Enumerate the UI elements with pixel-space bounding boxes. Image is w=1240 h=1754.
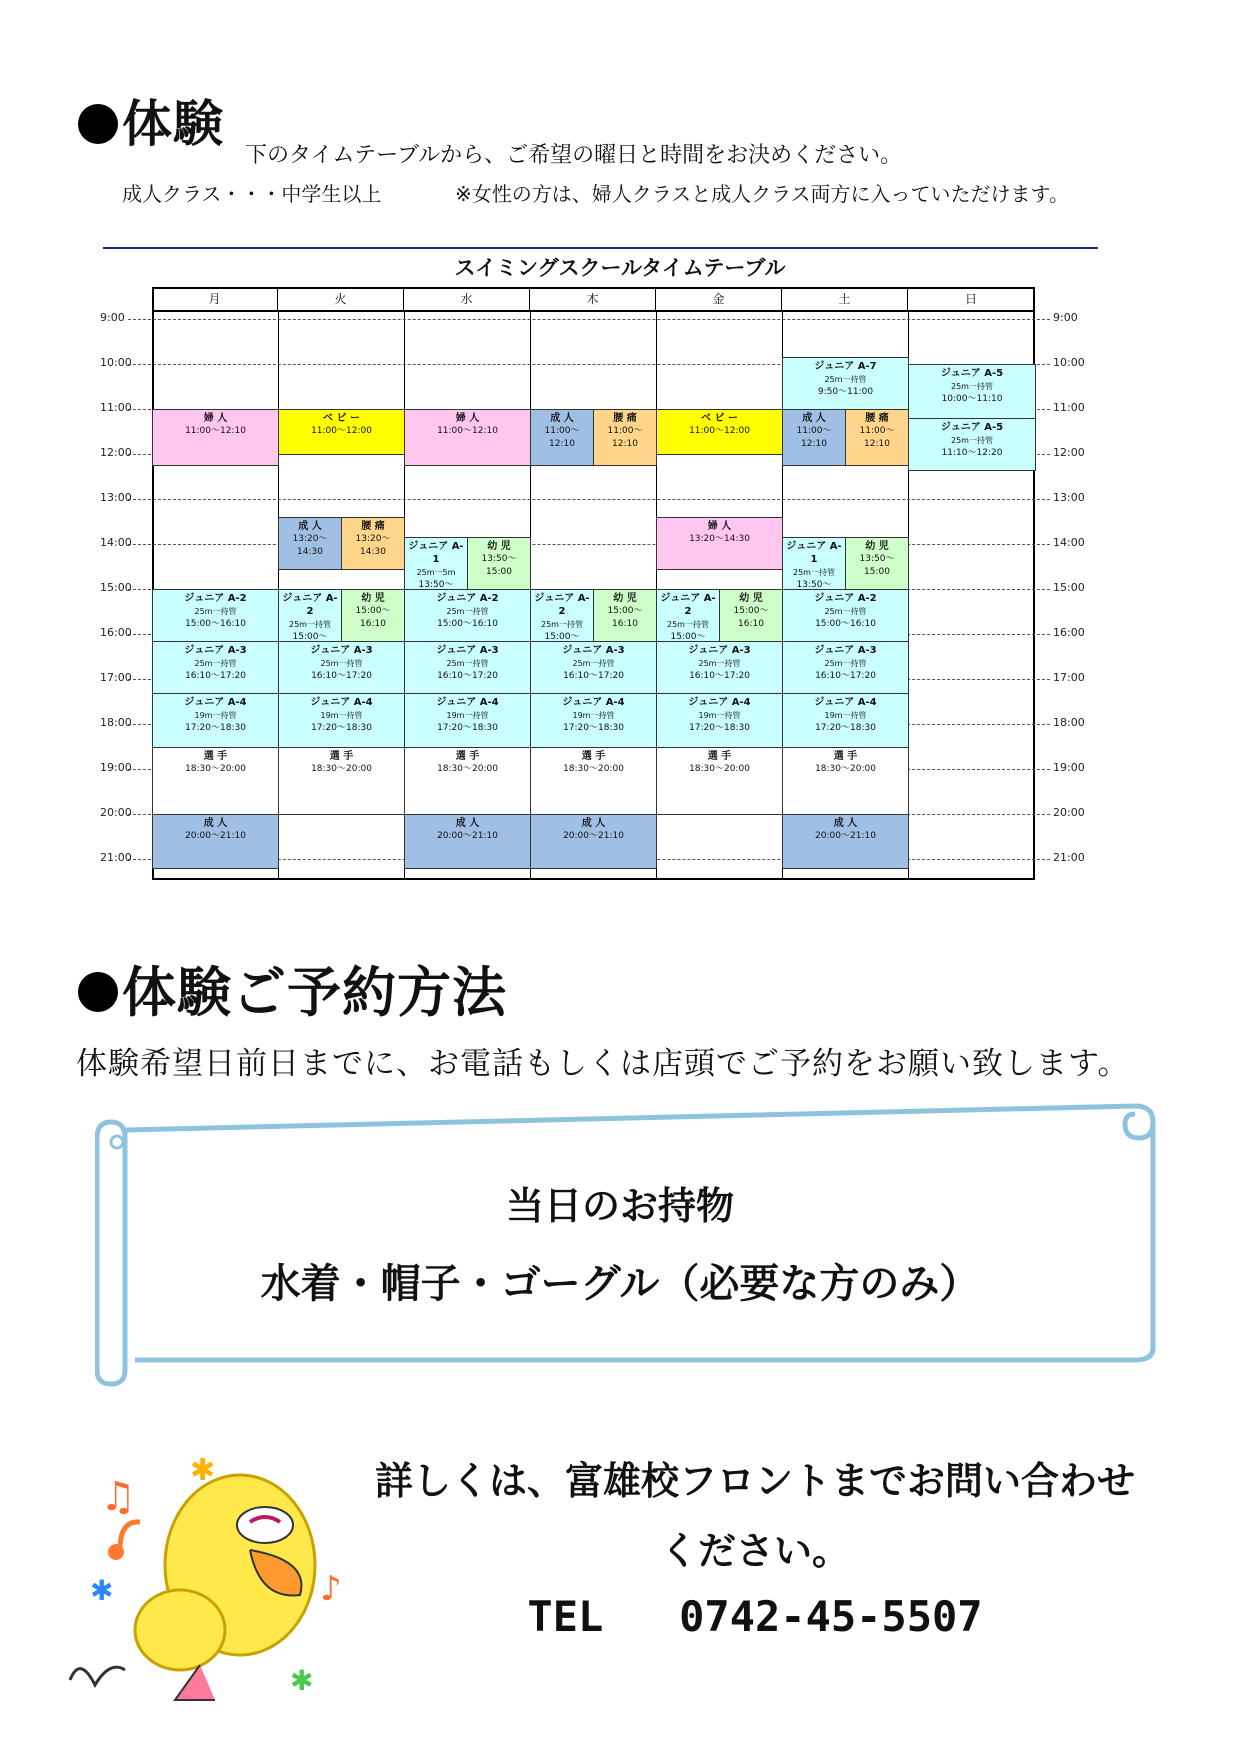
class-cell-wed-seijin2 <box>404 814 531 869</box>
class-time: 11:00～12:00 <box>689 426 750 436</box>
class-name: 選 手 <box>707 750 732 762</box>
class-cell-wed-senshu <box>404 747 531 816</box>
class-name: 成 人 <box>455 818 480 829</box>
class-name: 婦 人 <box>707 521 732 532</box>
class-name: 成 人 <box>298 521 322 532</box>
class-time: 13:50～ 15:00 <box>859 554 895 578</box>
section-title-text: 体験 <box>122 95 224 153</box>
class-cell-sun-a5a <box>908 364 1036 419</box>
class-cell-sat-seijin2 <box>782 814 909 869</box>
class-name: ジュニア A-3 <box>436 644 499 656</box>
class-time: 16:10～17:20 <box>437 670 498 681</box>
timetable-header-line <box>152 310 1035 312</box>
class-cell-thu-yoji <box>593 589 657 642</box>
class-name: 腰 痛 <box>361 521 385 532</box>
class-time: 18:30～20:00 <box>689 763 750 774</box>
class-sub: 19m一持管 <box>446 710 489 720</box>
class-time: 20:00～21:10 <box>185 831 246 841</box>
svg-text:✱: ✱ <box>190 1453 216 1488</box>
class-time: 11:00～ 12:10 <box>859 426 895 449</box>
intro-line2a: 成人クラス・・・中学生以上 <box>122 182 382 206</box>
class-name: ジュニア A-4 <box>310 696 373 708</box>
class-sub: 25m一持管 <box>572 658 615 668</box>
class-name: ジュニア A-4 <box>436 696 499 708</box>
class-cell-tue-seijin <box>278 517 342 570</box>
class-sub: 25m一持管 <box>541 620 583 629</box>
hour-label: 15:00 <box>100 581 132 594</box>
hour-line <box>128 499 1050 500</box>
class-cell-tue-a2 <box>278 589 342 642</box>
bullet-icon <box>78 972 118 1012</box>
class-time: 13:50～ 15:00 <box>481 554 517 578</box>
class-name: 幼 児 <box>361 593 385 604</box>
class-time: 16:10～17:20 <box>815 670 876 681</box>
hour-label: 9:00 <box>100 311 125 324</box>
class-time: 13:20～ 14:30 <box>292 534 328 557</box>
class-name: 成 人 <box>802 413 826 424</box>
class-sub: 25m一持管 <box>289 620 331 629</box>
class-name: ジュニア A-2 <box>436 593 499 604</box>
contact-tel <box>340 1592 1170 1641</box>
class-name: ベ ビ ー <box>323 413 360 424</box>
class-time: 17:20～18:30 <box>689 722 750 733</box>
hour-label: 14:00 <box>100 536 132 549</box>
class-cell-thu-senshu <box>530 747 657 816</box>
class-sub: 25m一持管 <box>194 658 237 668</box>
class-name: 選 手 <box>581 750 606 762</box>
class-time: 16:10～17:20 <box>689 670 750 681</box>
day-header: 月 <box>152 289 278 310</box>
svg-text:♪: ♪ <box>320 1569 342 1609</box>
class-name: ジュニア A-1 <box>408 541 464 566</box>
class-time: 15:00～ 16:10 <box>607 606 643 629</box>
intro-line1: 下のタイムテーブルから、ご希望の曜日と時間をお決めください。 <box>245 143 903 168</box>
class-time: 13:20～14:30 <box>689 534 750 544</box>
class-name: 成 人 <box>203 818 228 829</box>
class-time: 20:00～21:10 <box>815 831 876 841</box>
class-name: 成 人 <box>833 818 858 829</box>
class-sub: 25m一持管 <box>793 568 835 578</box>
class-time: 11:00～12:00 <box>311 426 372 436</box>
class-name: ジュニア A-3 <box>688 644 751 656</box>
bird-mascot-illustration <box>50 1430 370 1710</box>
class-cell-mon-senshu <box>152 747 279 816</box>
hour-label: 11:00 <box>1053 401 1085 414</box>
tel-number[interactable]: 0742-45-5507 <box>679 1592 983 1641</box>
scroll-banner <box>95 1098 1165 1388</box>
timetable-rule <box>103 247 1098 249</box>
class-cell-thu-a3 <box>530 641 657 694</box>
hour-label: 21:00 <box>1053 851 1085 864</box>
hour-label: 21:00 <box>100 851 132 864</box>
hour-label: 16:00 <box>100 626 132 639</box>
class-cell-tue-a3 <box>278 641 405 694</box>
class-time: 15:00～ <box>670 632 706 642</box>
hour-label: 11:00 <box>100 401 132 414</box>
class-cell-fri-senshu <box>656 747 783 816</box>
hour-label: 13:00 <box>1053 491 1085 504</box>
class-cell-tue-a4 <box>278 693 405 748</box>
class-sub: 25m一持管 <box>824 658 867 668</box>
hour-label: 12:00 <box>100 446 132 459</box>
class-name: ジュニア A-3 <box>184 644 247 656</box>
class-time: 17:20～18:30 <box>815 722 876 733</box>
class-cell-mon-seijin2 <box>152 814 279 869</box>
class-cell-tue-yoji <box>341 589 405 642</box>
hour-label: 10:00 <box>1053 356 1085 369</box>
class-time: 11:00～ 12:10 <box>607 426 643 449</box>
class-time: 18:30～20:00 <box>311 763 372 774</box>
class-time: 16:10～17:20 <box>563 670 624 681</box>
class-cell-wed-a4 <box>404 693 531 748</box>
class-sub: 25m一持管 <box>446 607 489 616</box>
class-cell-tue-senshu <box>278 747 405 816</box>
class-sub: 25m一持管 <box>951 382 993 391</box>
class-cell-fri-fujin <box>656 517 783 570</box>
class-time: 16:10～17:20 <box>185 670 246 681</box>
class-cell-thu-seijin2 <box>530 814 657 869</box>
hour-label: 19:00 <box>1053 761 1085 774</box>
class-name: 幼 児 <box>613 593 637 604</box>
class-time: 13:50～ <box>796 580 832 590</box>
class-cell-sat-a4 <box>782 693 909 748</box>
class-time: 15:00～ 16:10 <box>733 606 769 629</box>
class-cell-tue-baby <box>278 409 405 455</box>
class-cell-sat-yoji <box>845 537 909 590</box>
class-name: ジュニア A-5 <box>940 368 1004 379</box>
class-time: 20:00～21:10 <box>437 831 498 841</box>
class-time: 9:50～11:00 <box>817 387 874 398</box>
svg-text:✱: ✱ <box>290 1664 314 1697</box>
class-cell-mon-a3 <box>152 641 279 694</box>
class-time: 18:30～20:00 <box>815 763 876 774</box>
class-time: 15:00～ <box>544 632 580 642</box>
section-title-reservation <box>78 950 507 1027</box>
hour-label: 16:00 <box>1053 626 1085 639</box>
class-time: 17:20～18:30 <box>185 722 246 733</box>
class-time: 13:50～ <box>418 580 454 590</box>
class-time: 15:00～16:10 <box>437 619 498 629</box>
day-header: 日 <box>908 289 1035 310</box>
day-header: 水 <box>404 289 530 310</box>
class-cell-fri-baby <box>656 409 783 455</box>
svg-text:♫: ♫ <box>100 1474 136 1520</box>
hour-line <box>128 544 1050 545</box>
class-time: 15:00～16:10 <box>815 619 876 629</box>
class-sub: 25m一持管 <box>951 436 993 445</box>
class-sub: 25m一持管 <box>698 658 741 668</box>
class-time: 16:10～17:20 <box>311 670 372 681</box>
class-time: 11:00～ 12:10 <box>796 426 832 449</box>
class-name: 幼 児 <box>739 593 763 604</box>
class-sub: 25m一持管 <box>194 607 237 616</box>
class-name: ジュニア A-7 <box>814 361 877 373</box>
class-cell-wed-fujin <box>404 409 531 466</box>
class-cell-sun-a5b <box>908 418 1036 471</box>
class-name: ジュニア A-1 <box>786 541 842 566</box>
class-name: ジュニア A-4 <box>688 696 751 708</box>
class-time: 18:30～20:00 <box>563 763 624 774</box>
class-sub: 25m一持管 <box>667 620 709 629</box>
hour-label: 20:00 <box>100 806 132 819</box>
class-cell-sat-a1 <box>782 537 846 590</box>
class-sub: 19m一持管 <box>572 710 615 720</box>
class-cell-mon-a4 <box>152 693 279 748</box>
class-name: 選 手 <box>329 750 354 762</box>
class-name: 腰 痛 <box>613 413 637 424</box>
class-name: 腰 痛 <box>865 413 889 424</box>
class-cell-thu-yotsu <box>593 409 657 466</box>
class-cell-fri-a2 <box>656 589 720 642</box>
class-time: 13:20～ 14:30 <box>355 534 391 557</box>
hour-label: 13:00 <box>100 491 132 504</box>
class-cell-thu-a2 <box>530 589 594 642</box>
class-time: 11:00～12:10 <box>437 426 498 436</box>
class-cell-sat-yotsu <box>845 409 909 466</box>
section-title-text: 体験ご予約方法 <box>122 961 507 1024</box>
day-header: 火 <box>278 289 404 310</box>
class-time: 11:00～12:10 <box>185 426 246 436</box>
bullet-icon <box>78 104 118 144</box>
class-name: 選 手 <box>203 750 228 762</box>
hour-label: 9:00 <box>1053 311 1078 324</box>
class-cell-sat-seijin <box>782 409 846 466</box>
hour-label: 18:00 <box>1053 716 1085 729</box>
class-time: 17:20～18:30 <box>437 722 498 733</box>
class-cell-sat-a2 <box>782 589 909 642</box>
class-sub: 25m一持管 <box>320 658 363 668</box>
class-name: ジュニア A-4 <box>562 696 625 708</box>
class-time: 15:00～16:10 <box>185 619 246 629</box>
day-header: 木 <box>530 289 656 310</box>
class-cell-fri-a3 <box>656 641 783 694</box>
class-time: 18:30～20:00 <box>437 763 498 774</box>
class-sub: 19m一持管 <box>824 710 867 720</box>
class-name: ジュニア A-4 <box>184 696 247 708</box>
class-cell-tue-yotsu <box>341 517 405 570</box>
class-time: 10:00～11:10 <box>941 394 1003 404</box>
hour-label: 12:00 <box>1053 446 1085 459</box>
day-header: 土 <box>782 289 908 310</box>
class-sub: 19m一持管 <box>320 710 363 720</box>
class-name: 選 手 <box>455 750 480 762</box>
section-title-taiken <box>78 84 224 156</box>
hour-label: 17:00 <box>1053 671 1085 684</box>
class-name: ジュニア A-4 <box>814 696 877 708</box>
svg-text:✱: ✱ <box>90 1574 114 1607</box>
class-name: 婦 人 <box>203 413 228 424</box>
belongings-title: 当日のお持物 <box>505 1184 734 1228</box>
class-cell-wed-a1 <box>404 537 468 590</box>
class-cell-fri-a4 <box>656 693 783 748</box>
belongings-items: 水着・帽子・ゴーグル（必要な方のみ） <box>260 1261 980 1307</box>
class-cell-wed-a3 <box>404 641 531 694</box>
class-time: 11:00～ 12:10 <box>544 426 580 449</box>
hour-label: 17:00 <box>100 671 132 684</box>
class-name: 選 手 <box>833 750 858 762</box>
class-time: 20:00～21:10 <box>563 831 624 841</box>
reservation-text: 体験希望日前日までに、お電話もしくは店頭でご予約をお願い致します。 <box>76 1046 1130 1082</box>
hour-label: 10:00 <box>100 356 132 369</box>
hour-label: 19:00 <box>100 761 132 774</box>
intro-line2b: ※女性の方は、婦人クラスと成人クラス両方に入っていただけます。 <box>455 182 1069 206</box>
class-name: ジュニア A-2 <box>282 593 338 617</box>
class-cell-wed-yoji <box>467 537 531 590</box>
class-name: 幼 児 <box>487 541 511 553</box>
class-time: 17:20～18:30 <box>563 722 624 733</box>
class-time: 15:00～ <box>292 632 328 642</box>
class-name: ジュニア A-3 <box>310 644 373 656</box>
class-name: ジュニア A-3 <box>814 644 877 656</box>
class-sub: 19m一持管 <box>194 710 237 720</box>
hour-label: 15:00 <box>1053 581 1085 594</box>
class-cell-sat-senshu <box>782 747 909 816</box>
class-name: ジュニア A-3 <box>562 644 625 656</box>
hour-label: 18:00 <box>100 716 132 729</box>
class-cell-wed-a2 <box>404 589 531 642</box>
class-sub: 25m一持管 <box>824 375 867 385</box>
contact-line1: 詳しくは、富雄校フロントまでお問い合わせ <box>374 1459 1135 1503</box>
class-name: ジュニア A-2 <box>534 593 590 617</box>
class-sub: 25m一持管 <box>446 658 489 668</box>
class-cell-thu-seijin <box>530 409 594 466</box>
day-header: 金 <box>656 289 782 310</box>
timetable-title: スイミングスクールタイムテーブル <box>454 256 786 280</box>
class-time: 15:00～ 16:10 <box>355 606 391 629</box>
tel-label: TEL <box>527 1592 604 1641</box>
class-name: ジュニア A-2 <box>184 593 247 604</box>
class-time: 18:30～20:00 <box>185 763 246 774</box>
class-cell-thu-a4 <box>530 693 657 748</box>
class-sub: 25m一持管 <box>824 607 867 616</box>
class-cell-sat-a3 <box>782 641 909 694</box>
class-name: 婦 人 <box>455 413 480 424</box>
class-name: 幼 児 <box>865 541 889 553</box>
hour-label: 14:00 <box>1053 536 1085 549</box>
class-name: 成 人 <box>550 413 574 424</box>
class-name: ジュニア A-2 <box>660 593 716 617</box>
class-time: 17:20～18:30 <box>311 722 372 733</box>
class-sub: 19m一持管 <box>698 710 741 720</box>
class-name: ジュニア A-5 <box>940 422 1004 433</box>
class-sub: 25m一5m <box>416 568 456 578</box>
class-name: ジュニア A-2 <box>814 593 877 604</box>
class-cell-mon-fujin <box>152 409 279 466</box>
class-name: ベ ビ ー <box>701 413 738 424</box>
class-cell-mon-a2 <box>152 589 279 642</box>
hour-label: 20:00 <box>1053 806 1085 819</box>
class-time: 11:10～12:20 <box>941 448 1003 458</box>
hour-line <box>128 319 1050 320</box>
class-name: 成 人 <box>581 818 606 829</box>
class-cell-fri-yoji <box>719 589 783 642</box>
contact-line2: ください。 <box>659 1529 850 1573</box>
class-cell-sat-a7 <box>782 357 909 410</box>
